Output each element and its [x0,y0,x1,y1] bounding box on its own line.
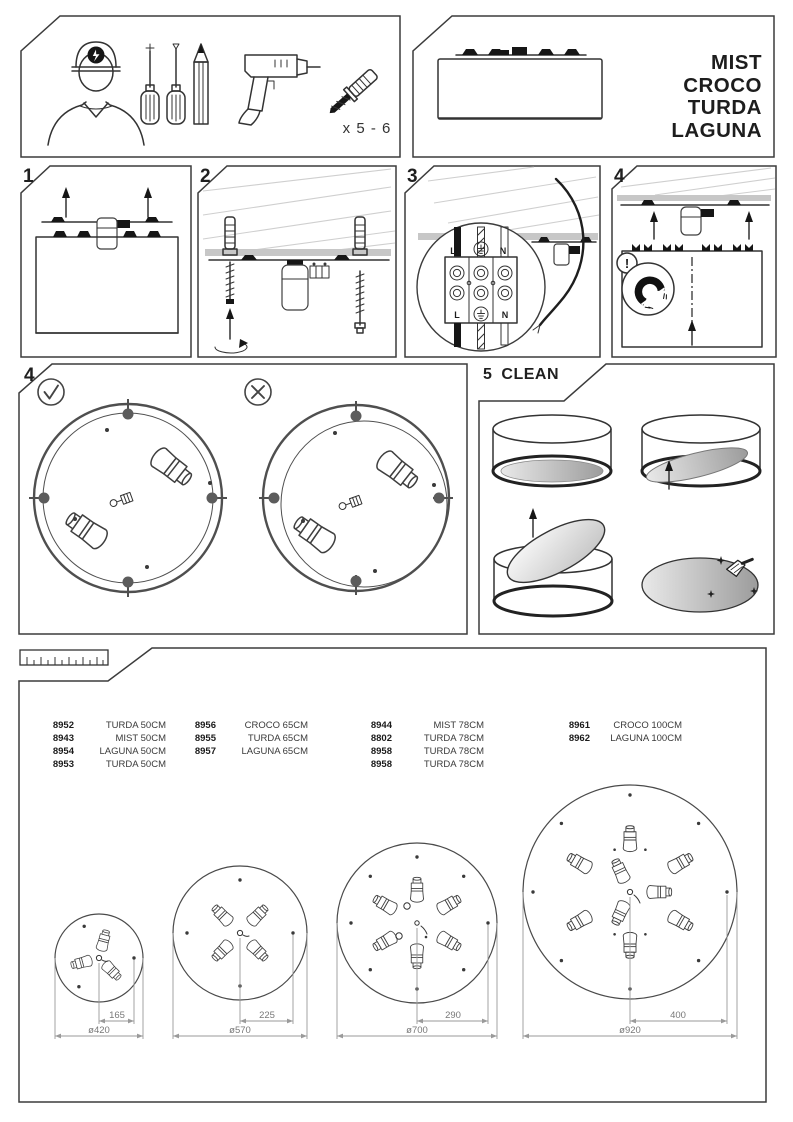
product-name: LAGUNA 100CM [610,733,682,744]
ruler-icon [20,650,108,665]
clean-header [483,366,559,384]
product-code: 8955 [194,733,216,744]
mount-distance-label: 290 [445,1010,461,1021]
mount-distance-label: 400 [670,1010,686,1021]
model-name: LAGUNA [671,118,762,142]
alert-mark: ! [624,256,630,271]
product-item [186,746,308,759]
anchor-count-label: x 5 - 6 [342,120,392,137]
product-name: TURDA 50CM [105,720,166,731]
mount-distance-label: 165 [109,1010,125,1021]
product-name: TURDA 65CM [247,733,308,744]
product-code: 8956 [194,720,216,731]
product-code: 8957 [194,746,216,757]
product-name: TURDA 78CM [423,759,484,770]
product-code: 8953 [52,759,74,770]
cross-icon [245,379,271,405]
step4-illustration [611,165,777,358]
product-item [186,720,308,733]
step-number: 1 [23,166,34,187]
step-number: 2 [200,166,211,187]
step4-panel [611,165,777,358]
product-item [44,759,166,772]
step3-panel [404,165,601,358]
step2-panel [197,165,397,358]
product-code: 8962 [568,733,590,744]
product-item [362,720,484,733]
product-name: CROCO 100CM [613,720,682,731]
product-item [44,746,166,759]
product-name: LAGUNA 65CM [241,746,308,757]
model-name: MIST [711,51,762,74]
product-name: MIST 78CM [433,720,484,731]
clean-title: CLEAN [501,366,560,383]
product-item [560,720,682,733]
tools-illustration [20,15,401,158]
product-column [362,720,484,772]
step1-panel [20,165,192,358]
product-item [186,733,308,746]
product-name: TURDA 78CM [423,733,484,744]
orientation-panel [18,363,468,635]
product-name: TURDA 78CM [423,746,484,757]
sizes-panel [18,647,767,1103]
step-number: 3 [407,166,418,187]
diffuser-disc [501,460,603,482]
sizes-illustration [18,647,767,1103]
orientation-illustration [18,363,468,635]
product-column [186,720,308,759]
neutral-label: N [501,310,509,320]
diameter-label: ø700 [406,1025,428,1036]
product-code: 8943 [52,733,74,744]
product-code: 8958 [370,759,392,770]
clean-illustration [478,363,775,635]
product-item [362,759,484,772]
tools-panel [20,15,401,158]
live-label: L [450,246,456,256]
product-item [362,733,484,746]
model-names [671,52,762,142]
step3-illustration [404,165,601,358]
step1-illustration [20,165,192,358]
product-code: 8954 [52,746,74,757]
product-code: 8952 [52,720,74,731]
step2-illustration [197,165,397,358]
product-code: 8958 [370,746,392,757]
diameter-label: ø920 [619,1025,641,1036]
product-code: 8944 [370,720,392,731]
step-number: 5 [483,366,493,383]
clean-panel [478,363,775,635]
product-item [362,746,484,759]
ceiling-band [617,195,771,201]
lamp-socket [282,260,308,310]
lamp-socket [97,218,117,249]
model-name: CROCO [683,73,762,97]
product-item [560,733,682,746]
product-panel [412,15,775,158]
model-name: TURDA [687,96,762,119]
product-column [44,720,166,772]
diameter-label: ø420 [88,1025,110,1036]
product-item [44,733,166,746]
step-number: 4 [24,365,35,386]
mount-distance-label: 225 [259,1010,275,1021]
product-column [560,720,682,746]
product-name: LAGUNA 50CM [99,746,166,757]
product-code: 8961 [568,720,590,731]
checkmark-icon [38,379,64,405]
product-name: CROCO 65CM [244,720,308,731]
product-code: 8802 [370,733,392,744]
product-item [44,720,166,733]
step-number: 4 [614,166,625,187]
neutral-label: N [499,246,507,256]
product-name: TURDA 50CM [105,759,166,770]
product-name: MIST 50CM [115,733,166,744]
diameter-label: ø570 [229,1025,251,1036]
live-label: L [454,310,460,320]
